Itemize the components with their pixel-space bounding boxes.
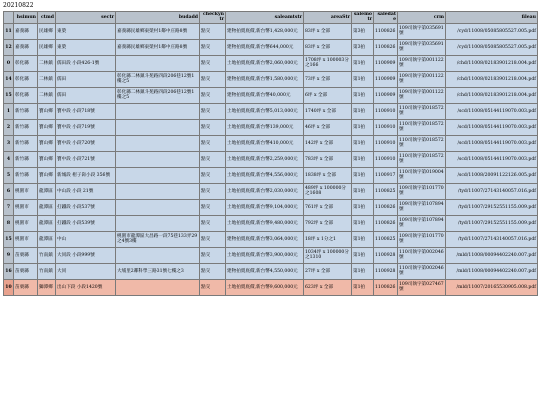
table-row [4,263,538,279]
cell-salemo: 第1拍 [352,263,374,279]
case-number-cell: 109司執字第101770號 [398,231,446,247]
table-row [4,23,538,39]
table-row [4,215,538,231]
pdf-link[interactable]: /cyd/11008/05085805527.005.pdf [446,39,538,55]
pdf-link[interactable]: /chd/11008/02183901218.004.pdf [446,71,538,87]
table-row [4,87,538,103]
cell-area: 142坪 x 全部 [304,135,352,151]
cell-checkyntr: 點交 [200,231,226,247]
cell-sectr: 新城段 柑子崗小段 356號 [56,167,116,183]
table-body [4,23,538,295]
cell-checkyntr: 點交 [200,87,226,103]
cell-budadd [116,103,200,119]
cell-saleamt: 土地拍賣底價,新台幣9,480,000元 [226,215,304,231]
table-row [4,39,538,55]
case-number-cell: 110司執字第002046號 [398,247,446,263]
cell-saleamt: 建物拍賣底價,新台幣644,000元 [226,39,304,55]
case-number-cell: 109司執字第035691號 [398,23,446,39]
case-number-cell: 109司執字第107894號 [398,199,446,215]
cell-sectr: 寶中段 小段721號 [56,151,116,167]
row-number: 9 [4,247,14,263]
cell-saleamt: 土地拍賣底價,新台幣410,000元 [226,135,304,151]
cell-checkyntr: 點交 [200,135,226,151]
cell-saledate: 1100826 [374,23,398,39]
cell-checkyntr: 點交 [200,151,226,167]
cell-checkyntr: 點交 [200,247,226,263]
row-number: 8 [4,215,14,231]
cell-hsimun: 苗栗縣 [14,263,38,279]
cell-sectr: 大同段 小段999號 [56,247,116,263]
table-row [4,279,538,295]
cell-area: 83坪 x 全部 [304,23,352,39]
cell-saledate: 1100826 [374,199,398,215]
cell-sectr: 中山 [56,231,116,247]
cell-salemo: 第1拍 [352,135,374,151]
case-number-cell: 110司執字第018572號 [398,119,446,135]
pdf-link[interactable]: /scd/11008/20091122126.005.pdf [446,167,538,183]
row-number: 2 [4,119,14,135]
cell-ctmd: 寶山鄉 [38,119,56,135]
cell-sectr: 寶中段 小段720號 [56,135,116,151]
pdf-link[interactable]: /chd/11008/02183901218.004.pdf [446,87,538,103]
row-number: 5 [4,167,14,183]
cell-area: 623坪 x 全部 [304,279,352,295]
pdf-link[interactable]: /scd/11008/05144119070.003.pdf [446,119,538,135]
cell-saledate: 1100910 [374,103,398,119]
cell-ctmd: 二林鎮 [38,71,56,87]
cell-hsimun: 彰化縣 [14,55,38,71]
cell-checkyntr: 點交 [200,55,226,71]
row-number: 7 [4,199,14,215]
cell-salemo: 第1拍 [352,215,374,231]
column-header: crm [398,12,446,24]
cell-budadd [116,119,200,135]
cell-sectr: 出山下段 小段1420號 [56,279,116,295]
cell-salemo: 第3拍 [352,39,374,55]
cell-salemo: 第1拍 [352,183,374,199]
cell-ctmd: 寶山鄉 [38,103,56,119]
cell-hsimun: 桃園市 [14,199,38,215]
cell-saledate: 1100910 [374,135,398,151]
row-number: 15 [4,87,14,103]
cell-budadd: 大埔里2鄰科學三路31號七樓之3 [116,263,200,279]
case-number-cell: 110司執字第018572號 [398,103,446,119]
cell-saleamt: 土地拍賣底價,新台幣139,000元 [226,119,304,135]
cell-area: 73坪 x 全部 [304,71,352,87]
case-number-cell: 109司執字第035691號 [398,39,446,55]
cell-budadd [116,151,200,167]
cell-saledate: 1100928 [374,263,398,279]
column-header: sectr [56,12,116,24]
cell-sectr: 東榮 [56,23,116,39]
cell-saleamt: 建物拍賣底價,新台幣4,550,000元 [226,263,304,279]
cell-ctmd: 二林鎮 [38,87,56,103]
column-header: ctmd [38,12,56,24]
cell-ctmd: 龍潭區 [38,215,56,231]
cell-budadd [116,55,200,71]
cell-checkyntr: 點交 [200,71,226,87]
cell-hsimun: 桃園市 [14,215,38,231]
cell-area: 1708坪 x 100003分之166 [304,55,352,71]
cell-sectr: 打鐵段 小段539號 [56,215,116,231]
cell-saleamt: 土地拍賣底價,新台幣2,259,000元 [226,151,304,167]
column-header: saledate [374,12,398,24]
cell-checkyntr: 點交 [200,263,226,279]
pdf-link[interactable]: /mld/11007/20165530905.008.pdf [446,279,538,295]
cell-budadd [116,279,200,295]
cell-checkyntr: 點交 [200,103,226,119]
case-number-cell: 110司執字第018572號 [398,151,446,167]
column-header: areaStr [304,12,352,24]
cell-salemo: 第1拍 [352,279,374,295]
row-number: 1 [4,103,14,119]
cell-area: 761坪 x 全部 [304,199,352,215]
case-number-cell: 109司執字第001122號 [398,55,446,71]
cell-budadd [116,247,200,263]
cell-sectr: 東榮 [56,39,116,55]
cell-saleamt: 建物拍賣底價,新台幣3,064,000元 [226,231,304,247]
cell-sectr: 中山段 小段 21號 [56,183,116,199]
cell-saleamt: 土地拍賣底價,新台幣2,030,000元 [226,183,304,199]
cell-checkyntr: 點交 [200,215,226,231]
cell-saleamt: 土地拍賣底價,新台幣3,900,000元 [226,247,304,263]
cell-area: 489坪 x 100000分之1608 [304,183,352,199]
cell-hsimun: 苗栗縣 [14,247,38,263]
cell-saleamt: 土地拍賣底價,新台幣9,600,000元 [226,279,304,295]
cell-hsimun: 嘉義縣 [14,23,38,39]
case-number-cell: 109司執字第027467號 [398,279,446,295]
cell-ctmd: 龍潭區 [38,183,56,199]
cell-hsimun: 新竹縣 [14,167,38,183]
cell-salemo: 第1拍 [352,199,374,215]
cell-sectr: 寶中段 小段718號 [56,103,116,119]
pdf-link[interactable]: /tyd/11007/29152551155.009.pdf [446,199,538,215]
row-number: 4 [4,151,14,167]
table-row [4,119,538,135]
table-row [4,55,538,71]
cell-area: 83坪 x 全部 [304,39,352,55]
row-number: 12 [4,39,14,55]
case-number-cell: 110司執字第019004號 [398,167,446,183]
cell-salemo: 第1拍 [352,151,374,167]
pdf-link[interactable]: /scd/11008/05144119070.003.pdf [446,135,538,151]
cell-saledate: 1100826 [374,215,398,231]
cell-saledate: 1100825 [374,183,398,199]
row-number: 14 [4,71,14,87]
cell-sectr: 大同 [56,263,116,279]
column-header: salemotr [352,12,374,24]
cell-saledate: 1100909 [374,71,398,87]
column-header: saleamtstr [226,12,304,24]
table-row [4,199,538,215]
pdf-link[interactable]: /tyd/11007/27143140057.016.pdf [446,183,538,199]
cell-hsimun: 新竹縣 [14,135,38,151]
cell-area: 1838坪 x 全部 [304,167,352,183]
cell-salemo: 第1拍 [352,231,374,247]
cell-checkyntr: 點交 [200,167,226,183]
case-number-cell: 109司執字第001122號 [398,87,446,103]
row-number: 10 [4,279,14,295]
case-number-cell: 109司執字第001122號 [398,71,446,87]
cell-hsimun: 新竹縣 [14,103,38,119]
cell-salemo: 第1拍 [352,103,374,119]
case-number-cell: 109司執字第101770號 [398,183,446,199]
cell-saleamt: 建物拍賣底價,新台幣1,580,000元 [226,71,304,87]
cell-ctmd: 龍潭區 [38,199,56,215]
cell-saledate: 1100825 [374,231,398,247]
cell-budadd [116,199,200,215]
cell-checkyntr: 點交 [200,199,226,215]
cell-checkyntr: 點交 [200,279,226,295]
column-header: checkyntr [200,12,226,24]
cell-checkyntr: 點交 [200,23,226,39]
cell-budadd: 嘉義縣民雄鄉東榮村1鄰中庄路8號 [116,23,200,39]
table-row [4,167,538,183]
cell-checkyntr: 點交 [200,119,226,135]
cell-area: 1034坪 x 100000分之1310 [304,247,352,263]
row-number: 3 [4,135,14,151]
cell-ctmd: 民雄鄉 [38,23,56,39]
case-number-cell: 110司執字第002046號 [398,263,446,279]
cell-saleamt: 土地拍賣底價,新台幣5,013,000元 [226,103,304,119]
cell-saledate: 1100909 [374,55,398,71]
cell-area: 18坪 x 1分之1 [304,231,352,247]
table-header-row [4,12,538,24]
row-number: 15 [4,231,14,247]
cell-budadd [116,215,200,231]
cell-area: 27坪 x 全部 [304,263,352,279]
report-date: 20210822 [3,2,34,9]
cell-area: 792坪 x 全部 [304,215,352,231]
cell-area: 783坪 x 全部 [304,151,352,167]
cell-budadd [116,135,200,151]
pdf-link[interactable]: /tyd/11007/29152551155.009.pdf [446,215,538,231]
cell-ctmd: 竹南鎮 [38,263,56,279]
row-number: 6 [4,183,14,199]
cell-saledate: 1100910 [374,119,398,135]
cell-hsimun: 新竹縣 [14,119,38,135]
pdf-link[interactable]: /cyd/11008/05085805527.005.pdf [446,23,538,39]
table-row [4,231,538,247]
cell-saledate: 1100917 [374,167,398,183]
cell-salemo: 第1拍 [352,87,374,103]
row-number: 11 [4,23,14,39]
cell-ctmd: 龍潭區 [38,231,56,247]
cell-area: 46坪 x 全部 [304,119,352,135]
cell-saleamt: 土地拍賣底價,新台幣2,060,000元 [226,55,304,71]
cell-hsimun: 桃園市 [14,231,38,247]
table-row [4,183,538,199]
cell-salemo: 第1拍 [352,247,374,263]
cell-budadd: 彰化縣二林鎮斗苑路四段206巷12號1樓之5 [116,71,200,87]
cell-hsimun: 桃園市 [14,183,38,199]
pdf-link[interactable]: /tyd/11007/27143140057.016.pdf [446,231,538,247]
column-header [4,12,14,24]
cell-saleamt: 建物拍賣底價,新台幣40,000元 [226,87,304,103]
cell-budadd [116,183,200,199]
cell-ctmd: 二林鎮 [38,55,56,71]
cell-saleamt: 土地拍賣底價,新台幣9,104,000元 [226,199,304,215]
auction-table [3,11,538,296]
cell-saledate: 1100826 [374,39,398,55]
cell-area: 1740坪 x 全部 [304,103,352,119]
row-number: 16 [4,263,14,279]
pdf-link[interactable]: /mld/11008/00094402240.007.pdf [446,247,538,263]
cell-hsimun: 苗栗縣 [14,279,38,295]
cell-sectr: 寶中段 小段719號 [56,119,116,135]
cell-sectr: 儒田 [56,71,116,87]
cell-ctmd: 竹南鎮 [38,247,56,263]
cell-checkyntr: 點交 [200,39,226,55]
table-row [4,247,538,263]
cell-sectr: 儒田段 小段426-1號 [56,55,116,71]
table-row [4,151,538,167]
cell-ctmd: 寶山鄉 [38,135,56,151]
cell-budadd [116,167,200,183]
table-row [4,71,538,87]
cell-area: 6坪 x 全部 [304,87,352,103]
column-header: budadd [116,12,200,24]
table-row [4,135,538,151]
cell-saledate: 1100928 [374,247,398,263]
cell-saleamt: 建物拍賣底價,新台幣1,428,000元 [226,23,304,39]
cell-checkyntr: 點交 [200,183,226,199]
cell-hsimun: 新竹縣 [14,151,38,167]
case-number-cell: 110司執字第018572號 [398,135,446,151]
cell-ctmd: 寶山鄉 [38,151,56,167]
pdf-link[interactable]: /mld/11008/00094402240.007.pdf [446,263,538,279]
cell-saledate: 1100826 [374,279,398,295]
cell-budadd: 桃園市龍潭區大昌路一段75巷133弄29之4號3樓 [116,231,200,247]
cell-budadd: 嘉義縣民雄鄉東榮村1鄰中庄路8號 [116,39,200,55]
cell-hsimun: 彰化縣 [14,71,38,87]
cell-ctmd: 寶山鄉 [38,167,56,183]
cell-saledate: 1100910 [374,151,398,167]
cell-sectr: 打鐵段 小段537號 [56,199,116,215]
cell-hsimun: 嘉義縣 [14,39,38,55]
cell-sectr: 儒田 [56,87,116,103]
column-header: fileau [446,12,538,24]
cell-salemo: 第3拍 [352,23,374,39]
cell-saleamt: 土地拍賣底價,新台幣4,556,000元 [226,167,304,183]
cell-ctmd: 獅潭鄉 [38,279,56,295]
case-number-cell: 109司執字第107894號 [398,215,446,231]
pdf-link[interactable]: /chd/11008/02183901218.004.pdf [446,55,538,71]
pdf-link[interactable]: /scd/11008/05144119070.003.pdf [446,151,538,167]
pdf-link[interactable]: /scd/11008/05144119070.003.pdf [446,103,538,119]
cell-salemo: 第1拍 [352,167,374,183]
table-row [4,103,538,119]
cell-ctmd: 民雄鄉 [38,39,56,55]
cell-salemo: 第1拍 [352,55,374,71]
cell-salemo: 第1拍 [352,71,374,87]
column-header: hsimun [14,12,38,24]
row-number: 0 [4,55,14,71]
cell-budadd: 彰化縣二林鎮斗苑路四段206巷12號1樓之5 [116,87,200,103]
cell-salemo: 第1拍 [352,119,374,135]
cell-hsimun: 彰化縣 [14,87,38,103]
cell-saledate: 1100909 [374,87,398,103]
